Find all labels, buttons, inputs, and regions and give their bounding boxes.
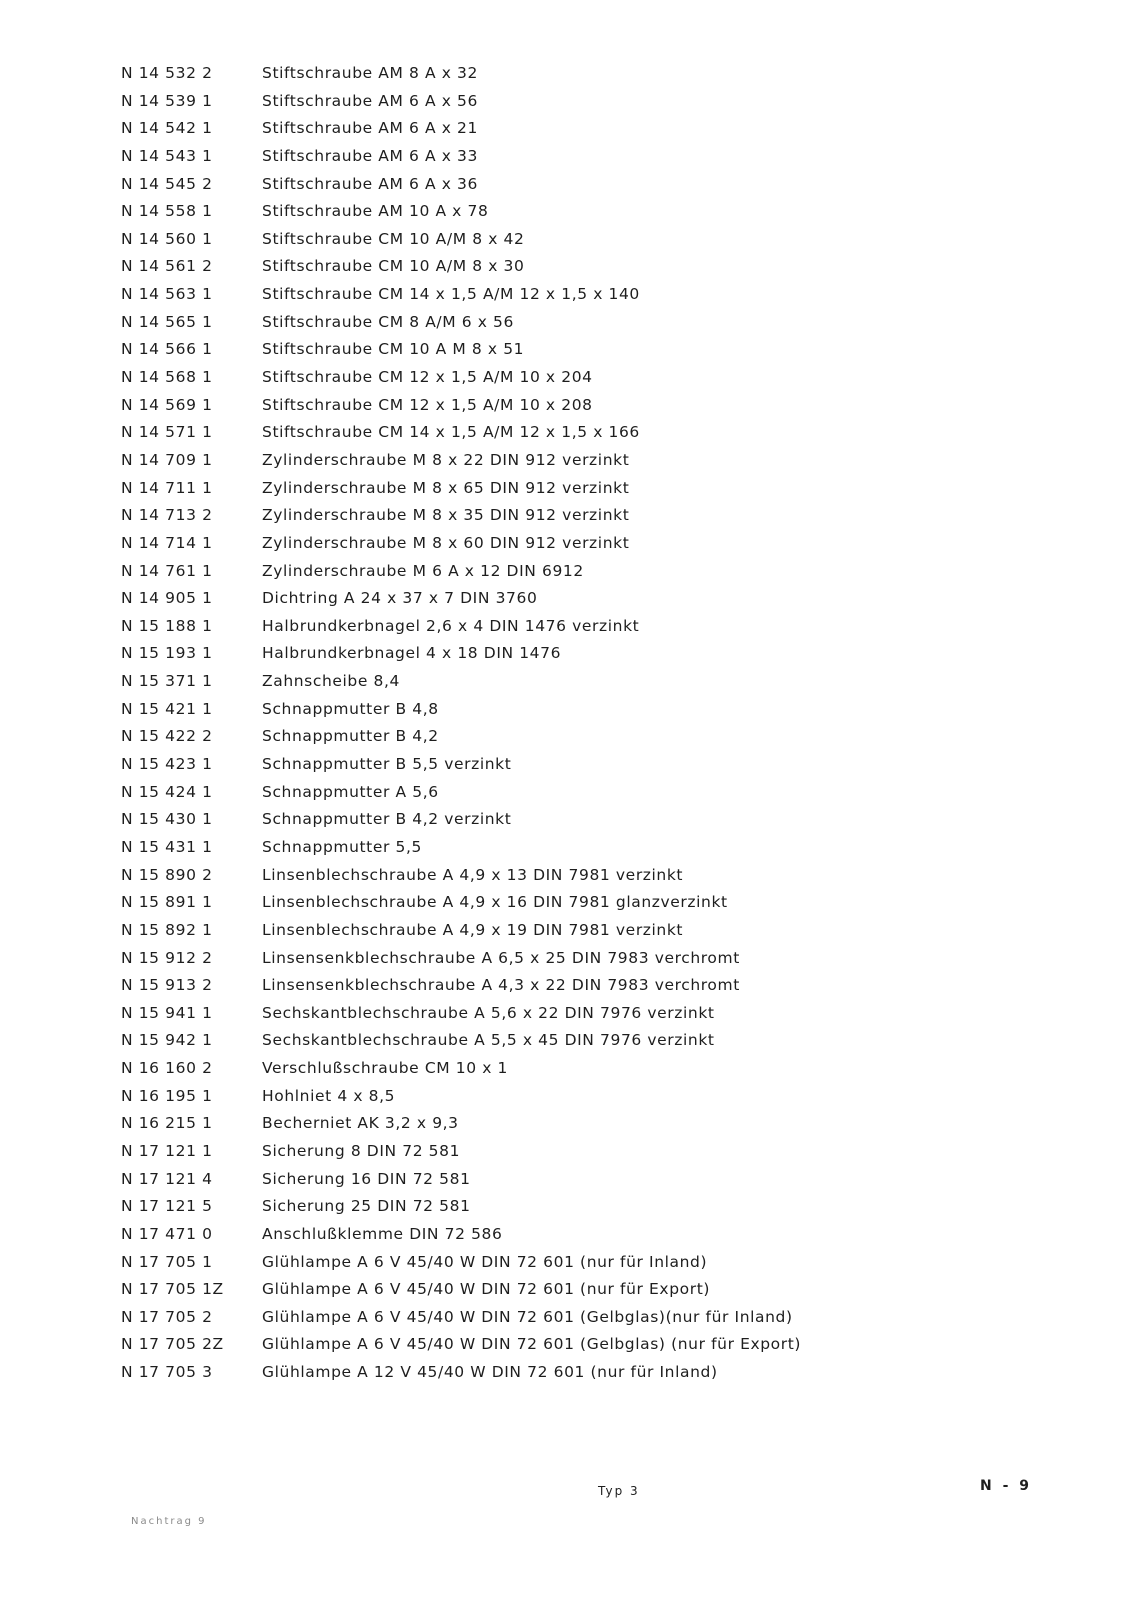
type-label: Typ 3 xyxy=(598,1484,640,1498)
list-item xyxy=(121,253,1021,281)
part-description: Stiftschraube AM 6 A x 21 xyxy=(262,119,478,138)
part-description: Zahnscheibe 8,4 xyxy=(262,672,400,691)
part-description: Zylinderschraube M 8 x 60 DIN 912 verzinkt xyxy=(262,533,630,552)
part-description: Schnappmutter 5,5 xyxy=(262,837,422,856)
list-item xyxy=(121,1083,1021,1111)
part-description: Halbrundkerbnagel 2,6 x 4 DIN 1476 verzinkt xyxy=(262,616,640,635)
page-number: N - 9 xyxy=(980,1478,1033,1494)
part-description: Stiftschraube AM 10 A x 78 xyxy=(262,202,489,221)
part-number: N 14 565 1 xyxy=(121,312,213,331)
part-number: N 17 471 0 xyxy=(121,1224,213,1243)
part-number: N 14 709 1 xyxy=(121,450,213,469)
part-description: Anschlußklemme DIN 72 586 xyxy=(262,1224,503,1243)
list-item xyxy=(121,364,1021,392)
list-item xyxy=(121,917,1021,945)
list-item xyxy=(121,1193,1021,1221)
list-item xyxy=(121,779,1021,807)
list-item xyxy=(121,889,1021,917)
part-number: N 14 542 1 xyxy=(121,119,213,138)
part-number: N 14 561 2 xyxy=(121,257,213,276)
part-description: Stiftschraube CM 8 A/M 6 x 56 xyxy=(262,312,514,331)
part-description: Stiftschraube CM 14 x 1,5 A/M 12 x 1,5 x 140 xyxy=(262,285,640,304)
part-description: Zylinderschraube M 8 x 35 DIN 912 verzinkt xyxy=(262,506,630,525)
list-item xyxy=(121,1000,1021,1028)
part-number: N 14 568 1 xyxy=(121,368,213,387)
part-description: Linsensenkblechschraube A 6,5 x 25 DIN 7983 verchromt xyxy=(262,948,740,967)
part-number: N 14 571 1 xyxy=(121,423,213,442)
part-number: N 14 560 1 xyxy=(121,229,213,248)
list-item xyxy=(121,972,1021,1000)
part-description: Linsenblechschraube A 4,9 x 19 DIN 7981 verzinkt xyxy=(262,920,684,939)
part-number: N 15 423 1 xyxy=(121,755,213,774)
part-number: N 14 905 1 xyxy=(121,589,213,608)
list-item xyxy=(121,1304,1021,1332)
part-number: N 15 892 1 xyxy=(121,920,213,939)
part-number: N 14 569 1 xyxy=(121,395,213,414)
list-item xyxy=(121,447,1021,475)
part-description: Glühlampe A 6 V 45/40 W DIN 72 601 (Gelbglas) (nur für Export) xyxy=(262,1335,802,1354)
list-item xyxy=(121,834,1021,862)
list-item xyxy=(121,585,1021,613)
part-description: Schnappmutter B 4,2 xyxy=(262,727,439,746)
part-description: Stiftschraube CM 10 A/M 8 x 30 xyxy=(262,257,525,276)
part-description: Sechskantblechschraube A 5,5 x 45 DIN 7976 verzinkt xyxy=(262,1031,715,1050)
part-number: N 17 121 4 xyxy=(121,1169,213,1188)
list-item xyxy=(121,419,1021,447)
part-description: Stiftschraube AM 6 A x 33 xyxy=(262,146,478,165)
part-description: Sicherung 8 DIN 72 581 xyxy=(262,1141,461,1160)
part-description: Stiftschraube CM 10 A M 8 x 51 xyxy=(262,340,525,359)
list-item xyxy=(121,640,1021,668)
part-description: Dichtring A 24 x 37 x 7 DIN 3760 xyxy=(262,589,538,608)
part-number: N 14 539 1 xyxy=(121,91,213,110)
part-description: Glühlampe A 6 V 45/40 W DIN 72 601 (Gelbglas)(nur für Inland) xyxy=(262,1307,793,1326)
part-description: Sicherung 25 DIN 72 581 xyxy=(262,1197,471,1216)
part-number: N 14 558 1 xyxy=(121,202,213,221)
list-item xyxy=(121,558,1021,586)
part-number: N 15 890 2 xyxy=(121,865,213,884)
part-number: N 17 705 3 xyxy=(121,1363,213,1382)
list-item xyxy=(121,60,1021,88)
part-description: Stiftschraube CM 10 A/M 8 x 42 xyxy=(262,229,525,248)
part-description: Schnappmutter B 4,2 verzinkt xyxy=(262,810,512,829)
part-number: N 15 891 1 xyxy=(121,893,213,912)
part-number: N 17 121 5 xyxy=(121,1197,213,1216)
list-item xyxy=(121,945,1021,973)
list-item xyxy=(121,171,1021,199)
list-item xyxy=(121,115,1021,143)
part-description: Sechskantblechschraube A 5,6 x 22 DIN 7976 verzinkt xyxy=(262,1003,715,1022)
part-description: Schnappmutter A 5,6 xyxy=(262,782,439,801)
part-description: Stiftschraube CM 12 x 1,5 A/M 10 x 204 xyxy=(262,368,593,387)
part-number: N 14 713 2 xyxy=(121,506,213,525)
part-description: Stiftschraube CM 14 x 1,5 A/M 12 x 1,5 x 166 xyxy=(262,423,640,442)
part-number: N 15 941 1 xyxy=(121,1003,213,1022)
list-item xyxy=(121,309,1021,337)
part-number: N 15 421 1 xyxy=(121,699,213,718)
list-item xyxy=(121,1027,1021,1055)
part-number: N 14 532 2 xyxy=(121,64,213,82)
list-item xyxy=(121,392,1021,420)
part-number: N 15 424 1 xyxy=(121,782,213,801)
part-number: N 16 160 2 xyxy=(121,1059,213,1078)
part-description: Zylinderschraube M 8 x 65 DIN 912 verzinkt xyxy=(262,478,630,497)
list-item xyxy=(121,751,1021,779)
list-item xyxy=(121,1166,1021,1194)
parts-list xyxy=(121,60,1021,1387)
part-description: Schnappmutter B 4,8 xyxy=(262,699,439,718)
list-item xyxy=(121,862,1021,890)
part-number: N 14 545 2 xyxy=(121,174,213,193)
part-number: N 15 942 1 xyxy=(121,1031,213,1050)
part-number: N 15 422 2 xyxy=(121,727,213,746)
list-item xyxy=(121,88,1021,116)
part-description: Zylinderschraube M 6 A x 12 DIN 6912 xyxy=(262,561,584,580)
part-number: N 15 430 1 xyxy=(121,810,213,829)
list-item xyxy=(121,1249,1021,1277)
list-item xyxy=(121,1055,1021,1083)
part-number: N 17 121 1 xyxy=(121,1141,213,1160)
part-number: N 14 711 1 xyxy=(121,478,213,497)
part-description: Stiftschraube AM 6 A x 56 xyxy=(262,91,478,110)
part-number: N 17 705 2 xyxy=(121,1307,213,1326)
list-item xyxy=(121,696,1021,724)
list-item xyxy=(121,668,1021,696)
part-number: N 15 193 1 xyxy=(121,644,213,663)
part-number: N 17 705 1 xyxy=(121,1252,213,1271)
part-number: N 14 543 1 xyxy=(121,146,213,165)
list-item xyxy=(121,198,1021,226)
part-description: Linsenblechschraube A 4,9 x 13 DIN 7981 verzinkt xyxy=(262,865,684,884)
part-description: Schnappmutter B 5,5 verzinkt xyxy=(262,755,512,774)
supplement-note: Nachtrag 9 xyxy=(131,1516,207,1527)
list-item xyxy=(121,613,1021,641)
list-item xyxy=(121,806,1021,834)
part-number: N 17 705 2Z xyxy=(121,1335,224,1354)
part-description: Becherniet AK 3,2 x 9,3 xyxy=(262,1114,459,1133)
list-item xyxy=(121,530,1021,558)
part-description: Glühlampe A 6 V 45/40 W DIN 72 601 (nur für Inland) xyxy=(262,1252,708,1271)
part-number: N 15 431 1 xyxy=(121,837,213,856)
part-description: Zylinderschraube M 8 x 22 DIN 912 verzinkt xyxy=(262,450,630,469)
list-item xyxy=(121,1331,1021,1359)
list-item xyxy=(121,1221,1021,1249)
part-number: N 14 761 1 xyxy=(121,561,213,580)
part-description: Stiftschraube CM 12 x 1,5 A/M 10 x 208 xyxy=(262,395,593,414)
part-number: N 15 913 2 xyxy=(121,976,213,995)
part-description: Linsensenkblechschraube A 4,3 x 22 DIN 7983 verchromt xyxy=(262,976,740,995)
list-item xyxy=(121,143,1021,171)
part-description: Verschlußschraube CM 10 x 1 xyxy=(262,1059,508,1078)
list-item xyxy=(121,502,1021,530)
part-description: Halbrundkerbnagel 4 x 18 DIN 1476 xyxy=(262,644,562,663)
part-number: N 15 371 1 xyxy=(121,672,213,691)
part-number: N 14 714 1 xyxy=(121,533,213,552)
list-item xyxy=(121,1138,1021,1166)
part-description: Stiftschraube AM 8 A x 32 xyxy=(262,64,478,82)
part-description: Hohlniet 4 x 8,5 xyxy=(262,1086,396,1105)
part-description: Glühlampe A 12 V 45/40 W DIN 72 601 (nur für Inland) xyxy=(262,1363,718,1382)
part-description: Glühlampe A 6 V 45/40 W DIN 72 601 (nur für Export) xyxy=(262,1280,711,1299)
part-number: N 15 188 1 xyxy=(121,616,213,635)
list-item xyxy=(121,1110,1021,1138)
part-number: N 14 563 1 xyxy=(121,285,213,304)
part-number: N 14 566 1 xyxy=(121,340,213,359)
list-item xyxy=(121,336,1021,364)
list-item xyxy=(121,1276,1021,1304)
part-description: Sicherung 16 DIN 72 581 xyxy=(262,1169,471,1188)
part-description: Linsenblechschraube A 4,9 x 16 DIN 7981 glanzverzinkt xyxy=(262,893,728,912)
list-item xyxy=(121,723,1021,751)
list-item xyxy=(121,281,1021,309)
part-description: Stiftschraube AM 6 A x 36 xyxy=(262,174,478,193)
part-number: N 16 215 1 xyxy=(121,1114,213,1133)
list-item xyxy=(121,1359,1021,1387)
list-item xyxy=(121,226,1021,254)
part-number: N 15 912 2 xyxy=(121,948,213,967)
part-number: N 16 195 1 xyxy=(121,1086,213,1105)
list-item xyxy=(121,475,1021,503)
part-number: N 17 705 1Z xyxy=(121,1280,224,1299)
